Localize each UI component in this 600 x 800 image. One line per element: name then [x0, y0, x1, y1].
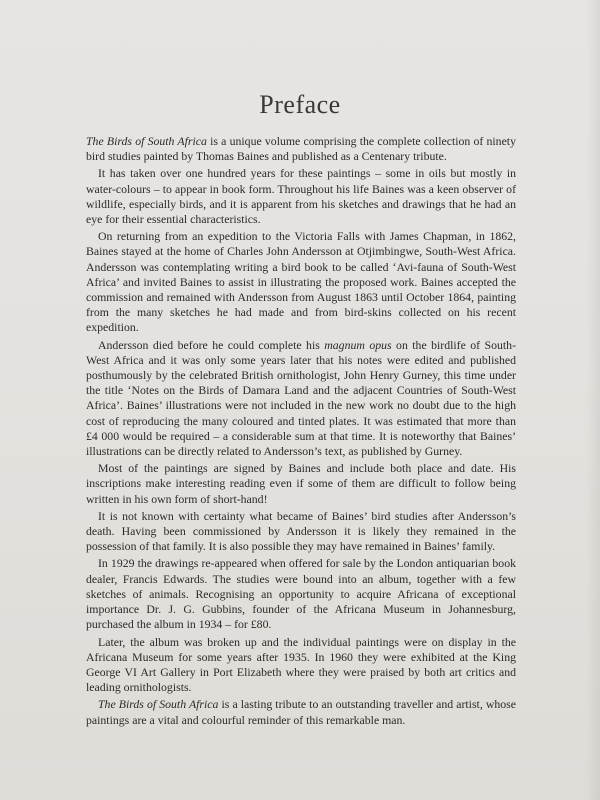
magnum-opus-italic: magnum opus: [324, 337, 392, 352]
paragraph-text: In 1929 the drawings re-appeared when offered for sale by the London antiquarian book dealer, Francis Edwards. The studies were bound into an album, together with a few sketches of animals. Recognising an opportunity to acquire Africana of exceptional importance Dr. J. G. Gubbins, founder of the Africana Museum in Johannesburg, purchased the album in 1934 – for £80.: [86, 556, 516, 632]
paragraph-5: [86, 461, 516, 507]
paragraph-8: [86, 635, 516, 696]
paragraph-1: [86, 134, 516, 164]
preface-body: [86, 134, 516, 728]
paragraph-3: [86, 229, 516, 335]
paragraph-text: It is not known with certainty what became of Baines’ bird studies after Andersson’s death. Having been commissioned by Andersson it is likely they remained in the possession of that family. It is also possible they may have remained in Baines’ family.: [86, 508, 516, 554]
paragraph-text: It has taken over one hundred years for these paintings – some in oils but mostly in water-colours – to appear in book form. Throughout his life Baines was a keen observer of wildlife, especially birds, and it is apparent from his sketches and drawings that he had an eye for their essential characteristics.: [86, 166, 516, 227]
book-title-italic: The Birds of South Africa: [98, 697, 219, 712]
paragraph-2: [86, 166, 516, 227]
paragraph-text: On returning from an expedition to the Victoria Falls with James Chapman, in 1862, Baines stayed at the home of Charles John Andersson at Otjimbingwe, South-West Africa. Andersson was contemplating writing a bird book to be called ‘Avi-fauna of South-West Africa’ and invited Baines to assist in illustrating the proposed work. Baines accepted the commission and remained with Andersson from August 1863 until October 1864, painting from the many sketches he had made and from bird-skins collected on his recent expedition.: [86, 229, 516, 335]
paragraph-text: Andersson died before he could complete his: [98, 337, 325, 352]
book-title-italic: The Birds of South Africa: [86, 134, 207, 148]
paragraph-text: Later, the album was broken up and the individual paintings were on display in the Africana Museum for some years after 1935. In 1960 they were exhibited at the King George VI Art Gallery in Port Elizabeth where they were praised by both art critics and leading ornithologists.: [86, 634, 516, 695]
paragraph-6: [86, 509, 516, 555]
paragraph-text: is a unique volume comprising the complete collection of ninety bird studies painted by Thomas Baines and published as a Centenary tribute.: [86, 134, 516, 164]
page-title: Preface: [259, 90, 341, 119]
page-edge-shadow: [586, 0, 600, 800]
paragraph-text: on the birdlife of South-West Africa and it was only some years later that his notes were edited and published posthumously by the celebrated British ornithologist, John Henry Gurney, this time under the title ‘Notes on the Birds of Damara Land and the adjacent Countries of South-West Africa’. Baines’ illustrations were not included in the new work no doubt due to the high cost of reproducing the many coloured and tinted plates. It was estimated that more than £4 000 would be required – a considerable sum at that time. It is noteworthy that Baines’ illustrations can be directly related to Andersson’s text, as published by Gurney.: [86, 337, 517, 459]
paragraph-text: is a lasting tribute to an outstanding traveller and artist, whose paintings are a vital and colourful reminder of this remarkable man.: [86, 697, 516, 727]
paragraph-4: [86, 338, 516, 460]
paragraph-text: Most of the paintings are signed by Baines and include both place and date. His inscriptions make interesting reading even if some of them are difficult to follow being written in his own form of short-hand!: [86, 461, 516, 506]
paragraph-9: [86, 697, 516, 727]
paragraph-7: [86, 556, 516, 632]
